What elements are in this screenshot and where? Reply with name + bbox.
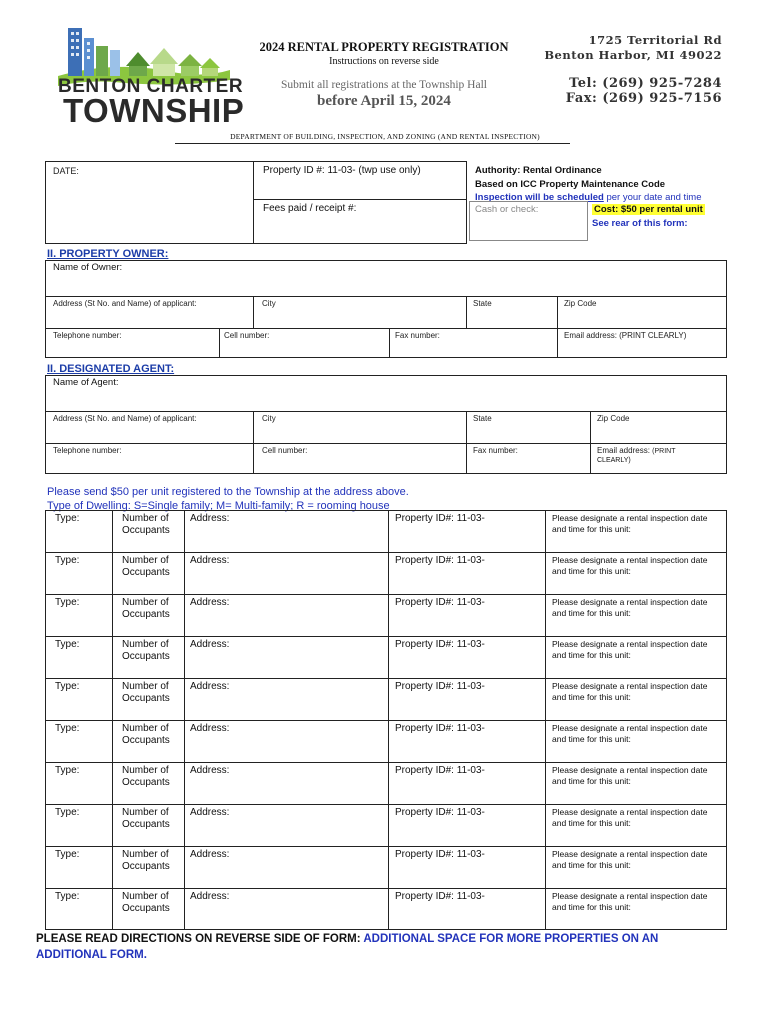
divider — [253, 296, 254, 328]
unit-inspection-label: and time for this unit: — [552, 734, 631, 744]
unit-address-field[interactable]: Address: — [190, 555, 230, 566]
unit-occupants-label: Occupants — [122, 567, 170, 578]
unit-inspection-field[interactable]: Please designate a rental inspection date — [552, 639, 708, 649]
divider — [45, 720, 727, 721]
unit-occupants-label: Occupants — [122, 819, 170, 830]
agent-email-print: (PRINT — [652, 448, 676, 455]
agent-city-field[interactable]: City — [262, 414, 276, 423]
divider — [45, 636, 727, 637]
divider — [45, 594, 727, 595]
fees-receipt-field[interactable]: Fees paid / receipt #: — [263, 203, 357, 214]
divider — [45, 552, 727, 553]
divider — [45, 888, 727, 889]
unit-property-id-field[interactable]: Property ID#: 11-03- — [395, 639, 485, 650]
unit-occupants-field[interactable]: Number of — [122, 723, 169, 734]
footer-note — [36, 931, 736, 963]
unit-inspection-label: and time for this unit: — [552, 692, 631, 702]
unit-occupants-field[interactable]: Number of — [122, 681, 169, 692]
township-fax: Fax: (269) 925-7156 — [565, 91, 722, 106]
unit-inspection-field[interactable]: Please designate a rental inspection date — [552, 891, 708, 901]
divider — [45, 411, 727, 412]
cash-check-label: Cash or check: — [475, 204, 539, 215]
footer-additional-space: ADDITIONAL SPACE FOR MORE PROPERTIES ON AN — [363, 933, 659, 945]
divider — [45, 328, 727, 329]
unit-property-id-field[interactable]: Property ID#: 11-03- — [395, 513, 485, 524]
unit-inspection-label: and time for this unit: — [552, 818, 631, 828]
owner-name-field[interactable]: Name of Owner: — [53, 262, 123, 273]
see-rear-text: See rear of this form: — [592, 218, 688, 229]
cost-text: Cost: $50 per rental unit — [594, 204, 703, 215]
unit-occupants-label: Occupants — [122, 735, 170, 746]
unit-property-id-field[interactable]: Property ID#: 11-03- — [395, 555, 485, 566]
divider — [389, 328, 390, 358]
property-id-field[interactable]: Property ID #: 11-03- (twp use only) — [263, 165, 421, 176]
divider — [45, 296, 727, 297]
unit-inspection-field[interactable]: Please designate a rental inspection date — [552, 849, 708, 859]
unit-occupants-field[interactable]: Number of — [122, 807, 169, 818]
divider — [253, 411, 254, 474]
unit-inspection-field[interactable]: Please designate a rental inspection date — [552, 723, 708, 733]
unit-address-field[interactable]: Address: — [190, 723, 230, 734]
unit-address-field[interactable]: Address: — [190, 597, 230, 608]
agent-cell-field[interactable]: Cell number: — [262, 446, 308, 455]
designated-agent-title: II. DESIGNATED AGENT: — [47, 363, 175, 375]
unit-occupants-field[interactable]: Number of — [122, 765, 169, 776]
unit-inspection-label: and time for this unit: — [552, 860, 631, 870]
property-owner-title: II. PROPERTY OWNER: — [47, 248, 169, 260]
owner-state-field[interactable]: State — [473, 299, 492, 308]
authority-text: Authority: Rental Ordinance — [475, 165, 602, 176]
logo-text-line1: BENTON CHARTER — [58, 76, 244, 97]
send-fee-note: Please send $50 per unit registered to the Township at the address above. — [47, 486, 409, 498]
unit-inspection-label: and time for this unit: — [552, 902, 631, 912]
divider — [557, 296, 558, 358]
inspection-scheduled: Inspection will be scheduled — [475, 192, 604, 203]
agent-address-field[interactable]: Address (St No. and Name) of applicant: — [53, 414, 197, 423]
divider — [45, 678, 727, 679]
date-field[interactable]: DATE: — [53, 166, 79, 176]
township-phone: Tel: (269) 925-7284 — [569, 76, 722, 91]
unit-inspection-field[interactable]: Please designate a rental inspection date — [552, 597, 708, 607]
code-basis-text: Based on ICC Property Maintenance Code — [475, 179, 666, 190]
divider — [590, 411, 591, 474]
submit-note: Submit all registrations at the Township Hall — [281, 79, 487, 91]
unit-type-field[interactable]: Type: — [55, 639, 80, 650]
unit-address-field[interactable]: Address: — [190, 849, 230, 860]
unit-occupants-label: Occupants — [122, 525, 170, 536]
unit-occupants-label: Occupants — [122, 693, 170, 704]
unit-property-id-field[interactable]: Property ID#: 11-03- — [395, 723, 485, 734]
unit-address-field[interactable]: Address: — [190, 807, 230, 818]
unit-occupants-label: Occupants — [122, 861, 170, 872]
unit-occupants-field[interactable]: Number of — [122, 555, 169, 566]
unit-occupants-field[interactable]: Number of — [122, 849, 169, 860]
dwelling-type-legend: Type of Dwelling: S=Single family; M= Multi-family; R = rooming house — [47, 500, 390, 512]
unit-address-field[interactable]: Address: — [190, 513, 230, 524]
unit-occupants-label: Occupants — [122, 903, 170, 914]
unit-property-id-field[interactable]: Property ID#: 11-03- — [395, 597, 485, 608]
owner-city-field[interactable]: City — [262, 299, 276, 308]
unit-address-field[interactable]: Address: — [190, 765, 230, 776]
agent-name-field[interactable]: Name of Agent: — [53, 377, 119, 388]
unit-inspection-field[interactable]: Please designate a rental inspection date — [552, 681, 708, 691]
unit-property-id-field[interactable]: Property ID#: 11-03- — [395, 681, 485, 692]
instructions-note: Instructions on reverse side — [329, 56, 439, 67]
owner-cell-field[interactable]: Cell number: — [224, 331, 270, 340]
unit-type-field[interactable]: Type: — [55, 513, 80, 524]
unit-inspection-field[interactable]: Please designate a rental inspection date — [552, 513, 708, 523]
unit-inspection-label: and time for this unit: — [552, 608, 631, 618]
unit-inspection-label: and time for this unit: — [552, 650, 631, 660]
owner-fax-field[interactable]: Fax number: — [395, 331, 440, 340]
agent-state-field[interactable]: State — [473, 414, 492, 423]
divider — [45, 804, 727, 805]
unit-inspection-label: and time for this unit: — [552, 524, 631, 534]
form-title: 2024 RENTAL PROPERTY REGISTRATION — [259, 40, 509, 54]
owner-address-field[interactable]: Address (St No. and Name) of applicant: — [53, 299, 197, 308]
department-rule — [175, 143, 570, 144]
owner-email-field[interactable]: Email address: (PRINT CLEARLY) — [564, 331, 687, 340]
unit-inspection-field[interactable]: Please designate a rental inspection date — [552, 807, 708, 817]
unit-type-field[interactable]: Type: — [55, 681, 80, 692]
footer-directions: PLEASE READ DIRECTIONS ON REVERSE SIDE OF FORM: — [36, 933, 364, 945]
owner-telephone-field[interactable]: Telephone number: — [53, 331, 122, 340]
unit-occupants-label: Occupants — [122, 777, 170, 788]
unit-property-id-field[interactable]: Property ID#: 11-03- — [395, 849, 485, 860]
unit-type-field[interactable]: Type: — [55, 891, 80, 902]
unit-inspection-field[interactable]: Please designate a rental inspection date — [552, 765, 708, 775]
agent-email-clearly: CLEARLY) — [597, 457, 631, 464]
unit-type-field[interactable]: Type: — [55, 597, 80, 608]
divider — [219, 328, 220, 358]
unit-type-field[interactable]: Type: — [55, 555, 80, 566]
divider — [45, 762, 727, 763]
unit-occupants-field[interactable]: Number of — [122, 513, 169, 524]
footer-additional-form: ADDITIONAL FORM. — [36, 949, 147, 961]
unit-property-id-field[interactable]: Property ID#: 11-03- — [395, 765, 485, 776]
agent-email-label: Email address: — [597, 446, 653, 455]
unit-type-field[interactable]: Type: — [55, 807, 80, 818]
divider — [45, 846, 727, 847]
unit-occupants-field[interactable]: Number of — [122, 597, 169, 608]
unit-address-field[interactable]: Address: — [190, 681, 230, 692]
agent-fax-field[interactable]: Fax number: — [473, 446, 518, 455]
unit-inspection-label: and time for this unit: — [552, 776, 631, 786]
divider — [45, 443, 727, 444]
unit-occupants-label: Occupants — [122, 609, 170, 620]
agent-telephone-field[interactable]: Telephone number: — [53, 446, 122, 455]
divider — [253, 199, 467, 200]
deadline: before April 15, 2024 — [317, 93, 451, 109]
unit-address-field[interactable]: Address: — [190, 891, 230, 902]
unit-inspection-field[interactable]: Please designate a rental inspection date — [552, 555, 708, 565]
unit-address-field[interactable]: Address: — [190, 639, 230, 650]
unit-inspection-label: and time for this unit: — [552, 566, 631, 576]
divider — [466, 411, 467, 474]
unit-type-field[interactable]: Type: — [55, 765, 80, 776]
owner-box — [45, 260, 727, 358]
owner-zip-field[interactable]: Zip Code — [564, 299, 597, 308]
agent-email-field[interactable] — [597, 446, 675, 455]
agent-zip-field[interactable]: Zip Code — [597, 414, 630, 423]
divider — [253, 161, 254, 244]
township-address-street: 1725 Territorial Rd — [588, 33, 722, 47]
township-address-city: Benton Harbor, MI 49022 — [544, 48, 722, 62]
inspection-rest: per your date and time — [603, 192, 702, 203]
unit-type-field[interactable]: Type: — [55, 849, 80, 860]
divider — [466, 296, 467, 328]
unit-occupants-field[interactable]: Number of — [122, 639, 169, 650]
department-line: DEPARTMENT OF BUILDING, INSPECTION, AND ZONING (AND RENTAL INSPECTION) — [230, 132, 540, 141]
unit-property-id-field[interactable]: Property ID#: 11-03- — [395, 891, 485, 902]
unit-occupants-field[interactable]: Number of — [122, 891, 169, 902]
unit-type-field[interactable]: Type: — [55, 723, 80, 734]
unit-property-id-field[interactable]: Property ID#: 11-03- — [395, 807, 485, 818]
unit-occupants-label: Occupants — [122, 651, 170, 662]
logo-text-line2: TOWNSHIP — [63, 92, 245, 129]
